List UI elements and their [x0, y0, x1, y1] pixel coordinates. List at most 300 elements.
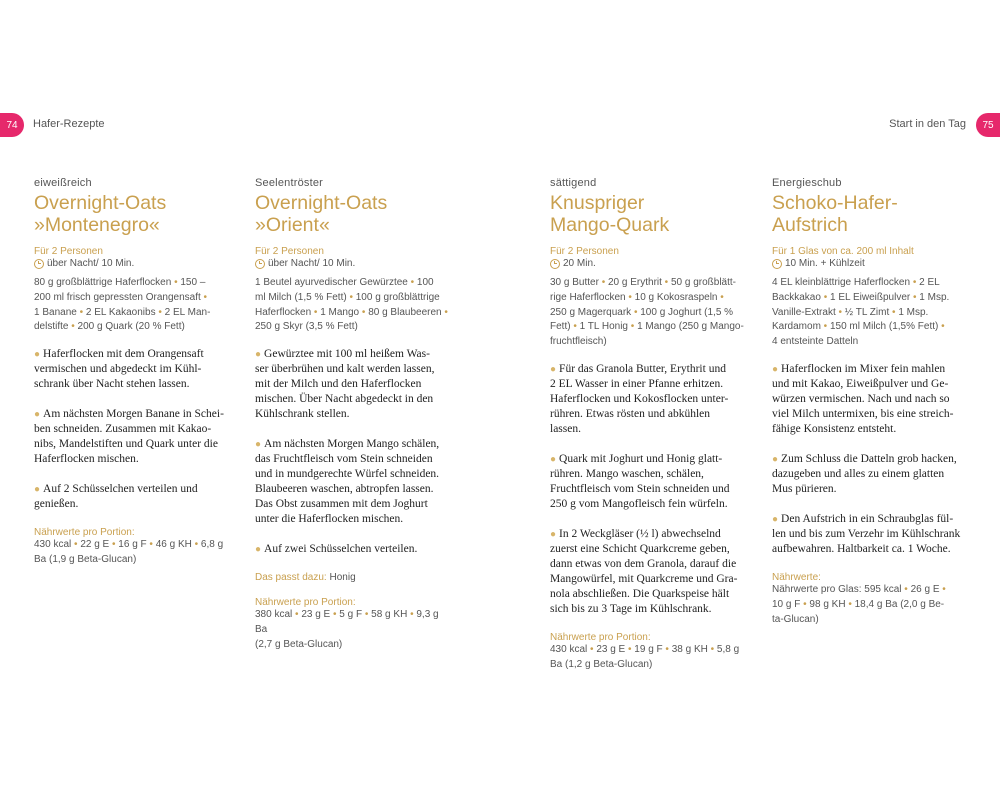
step-line — [255, 407, 450, 422]
step-paragraph — [34, 347, 224, 392]
bullet-dot-icon: ● — [772, 363, 779, 375]
step-list — [772, 362, 967, 557]
separator-dot: • — [109, 539, 119, 551]
step-line — [772, 452, 967, 467]
separator-dot: • — [910, 291, 920, 303]
nutrition-values — [772, 583, 967, 627]
text-fragment: Kardamom — [772, 321, 821, 333]
ingredient-line — [34, 276, 224, 291]
step-text: Das Obst zusammen mit dem Joghurt — [255, 498, 428, 511]
ingredient-line — [255, 320, 450, 335]
separator-dot: • — [71, 539, 81, 551]
text-fragment: 1 Mango (250 g Mango- — [637, 321, 744, 333]
ingredient-line — [255, 276, 450, 291]
text-fragment: 2 EL Man- — [164, 306, 211, 318]
step-line — [34, 452, 224, 467]
separator-dot: • — [441, 306, 448, 318]
serving-suggestion-value: Honig — [329, 572, 356, 584]
bullet-dot-icon: ● — [550, 363, 557, 375]
step-line — [772, 422, 967, 437]
text-fragment: 16 g F — [118, 539, 147, 551]
ingredient-line — [34, 291, 224, 306]
separator-dot: • — [717, 291, 724, 303]
running-head-right: Start in den Tag — [889, 118, 966, 130]
separator-dot: • — [707, 643, 717, 655]
text-fragment: 6,8 g — [200, 539, 224, 551]
step-text: Quark mit Joghurt und Honig glatt- — [559, 452, 723, 465]
step-line — [550, 362, 745, 377]
step-line — [550, 602, 745, 617]
separator-dot: • — [631, 306, 641, 318]
step-text: 2 EL Wasser in einer Pfanne erhitzen. — [550, 377, 724, 390]
step-line — [772, 467, 967, 482]
text-fragment: (2,7 g Beta-Glucan) — [255, 638, 343, 650]
step-line — [772, 392, 967, 407]
separator-dot: • — [889, 306, 899, 318]
step-text: nola abschließen. Die Quarkspeise hält — [550, 587, 730, 600]
step-paragraph — [34, 482, 224, 512]
ingredient-list — [772, 276, 967, 350]
clock-icon — [34, 259, 44, 269]
separator-dot: • — [628, 321, 638, 333]
recipe-time-text: 10 Min. + Kühlzeit — [785, 258, 865, 269]
bullet-dot-icon: ● — [34, 484, 41, 496]
step-text: Haferflocken im Mixer fein mahlen — [781, 362, 946, 375]
step-line — [34, 347, 224, 362]
step-line — [550, 587, 745, 602]
recipe-title-line: Overnight-Oats — [255, 192, 388, 214]
text-fragment: 23 g E — [596, 643, 626, 655]
separator-dot: • — [76, 306, 86, 318]
step-line — [772, 482, 967, 497]
separator-dot: • — [362, 609, 372, 621]
recipe-title-line: Aufstrich — [772, 214, 848, 236]
recipe-title-line: Knuspriger — [550, 192, 645, 214]
step-line — [255, 467, 450, 482]
step-text: das Fruchtfleisch vom Stein schneiden — [255, 453, 433, 466]
separator-dot: • — [171, 277, 181, 288]
nutrition-label: Nährwerte: — [772, 571, 821, 583]
recipe-time — [772, 258, 967, 269]
step-text: viel Milch untermixen, bis eine streich- — [772, 407, 954, 420]
text-fragment: Ba (1,9 g Beta-Glucan) — [34, 553, 137, 565]
step-line — [255, 542, 450, 557]
step-line — [550, 482, 745, 497]
recipe-title — [550, 192, 745, 236]
step-text: Gewürztee mit 100 ml heißem Was- — [264, 348, 430, 361]
text-fragment: 98 g KH — [809, 598, 846, 610]
text-fragment: 100 g Joghurt (1,5 % — [640, 306, 734, 318]
step-text: nibs, Mandelstiften und Quark unter die — [34, 438, 218, 451]
text-fragment: 20 g Erythrit — [607, 277, 662, 288]
bullet-dot-icon: ● — [772, 453, 779, 465]
nutrition-line — [34, 538, 224, 553]
recipe-time-text: über Nacht/ 10 Min. — [47, 258, 135, 269]
step-paragraph — [550, 362, 745, 437]
text-fragment: 22 g E — [80, 539, 110, 551]
text-fragment: 38 g KH — [671, 643, 708, 655]
text-fragment: Haferflocken — [255, 306, 312, 318]
step-paragraph — [772, 362, 967, 437]
ingredient-line — [34, 320, 224, 335]
step-text: aufbewahren. Haltbarkeit ca. 1 Woche. — [772, 542, 951, 555]
bullet-dot-icon: ● — [772, 513, 779, 525]
recipe-servings: Für 2 Personen — [550, 246, 619, 257]
separator-dot: • — [346, 291, 356, 303]
recipe-column — [34, 177, 224, 568]
text-fragment: 430 kcal — [34, 539, 72, 551]
step-line — [550, 542, 745, 557]
step-line — [550, 407, 745, 422]
nutrition-line — [772, 613, 967, 628]
ingredient-line — [255, 306, 450, 321]
bullet-dot-icon: ● — [550, 453, 557, 465]
text-fragment: 100 — [416, 277, 434, 288]
step-text: unter die Haferflocken mischen. — [255, 513, 404, 526]
text-fragment: 200 g Quark (20 % Fett) — [77, 321, 185, 333]
text-fragment: 1 Msp. — [919, 291, 950, 303]
separator-dot: • — [901, 583, 911, 595]
nutrition-values — [255, 608, 450, 652]
text-fragment: 4 EL kleinblättrige Haferflocken — [772, 277, 911, 288]
recipe-title-line: »Montenegro« — [34, 214, 160, 236]
step-line — [772, 512, 967, 527]
text-fragment: 250 g Magerquark — [550, 306, 632, 318]
recipe-category: eiweißreich — [34, 177, 92, 189]
step-text: lassen. — [550, 422, 581, 435]
text-fragment: 1 Beutel ayurvedischer Gewürztee — [255, 277, 408, 288]
step-text: Mus pürieren. — [772, 482, 837, 495]
ingredient-line — [772, 320, 967, 335]
step-line — [34, 437, 224, 452]
ingredient-line — [772, 335, 967, 350]
step-line — [255, 497, 450, 512]
step-line — [550, 392, 745, 407]
bullet-dot-icon: ● — [255, 544, 262, 556]
step-text: würzen vermischen. Nach und nach so — [772, 392, 950, 405]
separator-dot: • — [587, 643, 597, 655]
separator-dot: • — [845, 598, 855, 610]
step-line — [550, 572, 745, 587]
clock-icon — [550, 259, 560, 269]
nutrition-values — [550, 643, 745, 673]
separator-dot: • — [191, 539, 201, 551]
separator-dot: • — [910, 277, 920, 288]
step-line — [550, 557, 745, 572]
step-text: Zum Schluss die Datteln grob hacken, — [781, 452, 957, 465]
step-paragraph — [550, 452, 745, 512]
step-text: Fruchtfleisch vom Stein schneiden und — [550, 482, 730, 495]
separator-dot: • — [661, 277, 671, 288]
separator-dot: • — [598, 277, 608, 288]
step-text: Am nächsten Morgen Mango schälen, — [264, 438, 440, 451]
text-fragment: 1 EL Eiweißpulver — [829, 291, 911, 303]
page-number-left: 74 — [0, 113, 24, 137]
step-text: schrank über Nacht stehen lassen. — [34, 378, 190, 391]
step-list — [255, 347, 450, 557]
page-number-right: 75 — [976, 113, 1000, 137]
separator-dot: • — [146, 539, 156, 551]
text-fragment: 150 ml Milch (1,5% Fett) — [829, 321, 939, 333]
step-text: Mangowürfel, mit Quarkcreme und Gra- — [550, 572, 738, 585]
step-list — [550, 362, 745, 617]
step-line — [772, 407, 967, 422]
recipe-title-line: Mango-Quark — [550, 214, 670, 236]
recipe-title — [255, 192, 450, 236]
step-line — [255, 437, 450, 452]
step-text: rühren. Etwas rösten und abkühlen — [550, 407, 711, 420]
step-text: ser überbrühen und kalt werden lassen, — [255, 363, 435, 376]
step-line — [772, 527, 967, 542]
text-fragment: 58 g KH — [371, 609, 408, 621]
text-fragment: 150 – — [180, 277, 206, 288]
step-text: Haferflocken mit dem Orangensaft — [43, 348, 204, 361]
separator-dot: • — [359, 306, 369, 318]
step-paragraph — [255, 437, 450, 527]
step-line — [550, 527, 745, 542]
text-fragment: 18,4 g Ba (2,0 g Be- — [854, 598, 945, 610]
bullet-dot-icon: ● — [34, 349, 41, 361]
step-line — [34, 377, 224, 392]
bullet-dot-icon: ● — [255, 349, 262, 361]
text-fragment: Fett) — [550, 321, 571, 333]
text-fragment: 10 g F — [772, 598, 801, 610]
text-fragment: 1 TL Honig — [579, 321, 628, 333]
step-line — [34, 482, 224, 497]
text-fragment: 200 ml frisch gepressten Orangensaft — [34, 291, 201, 303]
step-text: mit der Milch und den Haferflocken — [255, 378, 422, 391]
bullet-dot-icon: ● — [550, 528, 557, 540]
text-fragment: ½ TL Zimt — [844, 306, 890, 318]
nutrition-line — [550, 643, 745, 658]
serving-suggestion — [255, 572, 450, 583]
recipe-time — [550, 258, 745, 269]
step-text: Haferflocken und Kokosflocken unter- — [550, 392, 729, 405]
recipe-column — [255, 177, 450, 653]
nutrition-line — [550, 658, 745, 673]
nutrition-line — [34, 553, 224, 568]
step-line — [772, 542, 967, 557]
separator-dot: • — [820, 321, 830, 333]
step-line — [550, 497, 745, 512]
text-fragment: 5,8 g — [716, 643, 740, 655]
step-line — [255, 347, 450, 362]
step-text: mischen. Über Nacht abgedeckt in den — [255, 393, 434, 406]
separator-dot: • — [662, 643, 672, 655]
separator-dot: • — [820, 291, 830, 303]
clock-icon — [772, 259, 782, 269]
text-fragment: 10 g Kokosraspeln — [634, 291, 718, 303]
recipe-category: Energieschub — [772, 177, 842, 189]
step-line — [255, 482, 450, 497]
step-line — [550, 452, 745, 467]
step-text: genießen. — [34, 498, 79, 511]
step-text: dann etwas von dem Granola, darauf die — [550, 557, 737, 570]
step-text: zuerst eine Schicht Quarkcreme geben, — [550, 542, 730, 555]
step-text: Haferflocken mischen. — [34, 453, 139, 466]
nutrition-label: Nährwerte pro Portion: — [550, 631, 651, 643]
separator-dot: • — [68, 321, 78, 333]
step-line — [255, 512, 450, 527]
text-fragment: 2 EL — [919, 277, 940, 288]
step-text: rühren. Mango waschen, schälen, — [550, 467, 704, 480]
recipe-title-line: Overnight-Oats — [34, 192, 167, 214]
recipe-category: Seelentröster — [255, 177, 324, 189]
separator-dot: • — [939, 583, 946, 595]
nutrition-line — [255, 638, 450, 653]
text-fragment: 250 g Skyr (3,5 % Fett) — [255, 321, 358, 333]
bullet-dot-icon: ● — [34, 409, 41, 421]
step-line — [772, 362, 967, 377]
separator-dot: • — [835, 306, 845, 318]
ingredient-line — [255, 291, 450, 306]
separator-dot: • — [800, 598, 810, 610]
text-fragment: Vanille-Extrakt — [772, 306, 836, 318]
text-fragment: rige Haferflocken — [550, 291, 626, 303]
step-line — [255, 452, 450, 467]
recipe-category: sättigend — [550, 177, 597, 189]
step-line — [772, 377, 967, 392]
separator-dot: • — [311, 306, 321, 318]
text-fragment: 1 Banane — [34, 306, 77, 318]
recipe-time-text: 20 Min. — [563, 258, 596, 269]
text-fragment: 23 g E — [301, 609, 331, 621]
step-line — [255, 392, 450, 407]
step-line — [34, 407, 224, 422]
separator-dot: • — [625, 291, 635, 303]
step-line — [34, 497, 224, 512]
step-text: dazugeben und alles zu einem glatten — [772, 467, 945, 480]
step-text: Auf zwei Schüsselchen verteilen. — [264, 543, 418, 556]
step-paragraph — [255, 542, 450, 557]
ingredient-line — [550, 306, 745, 321]
nutrition-line — [772, 583, 967, 598]
separator-dot: • — [200, 291, 208, 303]
step-text: Am nächsten Morgen Banane in Schei- — [43, 408, 224, 421]
recipe-servings: Für 2 Personen — [255, 246, 324, 257]
text-fragment: 1 Msp. — [898, 306, 929, 318]
recipe-title — [34, 192, 224, 236]
separator-dot: • — [407, 277, 417, 288]
nutrition-line — [255, 608, 450, 638]
ingredient-line — [772, 276, 967, 291]
nutrition-label: Nährwerte pro Portion: — [255, 597, 356, 609]
step-text: ben schneiden. Zusammen mit Kakao- — [34, 423, 212, 436]
recipe-time — [34, 258, 224, 269]
ingredient-line — [550, 320, 745, 335]
step-text: Den Aufstrich in ein Schraubglas fül- — [781, 512, 954, 525]
step-paragraph — [550, 527, 745, 617]
recipe-column — [550, 177, 745, 673]
text-fragment: ml Milch (1,5 % Fett) — [255, 291, 347, 303]
separator-dot: • — [625, 643, 635, 655]
separator-dot: • — [292, 609, 302, 621]
step-text: Kühlschrank stellen. — [255, 408, 350, 421]
step-text: Auf 2 Schüsselchen verteilen und — [43, 483, 198, 496]
text-fragment: 1 Mango — [320, 306, 360, 318]
step-text: und mit Kakao, Eiweißpulver und Ge- — [772, 377, 949, 390]
nutrition-label: Nährwerte pro Portion: — [34, 527, 135, 539]
nutrition-values — [34, 538, 224, 568]
text-fragment: Ba (1,2 g Beta-Glucan) — [550, 658, 653, 670]
step-paragraph — [34, 407, 224, 467]
separator-dot: • — [570, 321, 580, 333]
text-fragment: Nährwerte pro Glas: 595 kcal — [772, 583, 902, 595]
text-fragment: 30 g Butter — [550, 277, 599, 288]
text-fragment: ta-Glucan) — [772, 613, 819, 625]
separator-dot: • — [155, 306, 165, 318]
separator-dot: • — [407, 609, 417, 621]
step-line — [550, 467, 745, 482]
text-fragment: 380 kcal — [255, 609, 293, 621]
ingredient-list — [550, 276, 745, 350]
nutrition-line — [772, 598, 967, 613]
text-fragment: 430 kcal — [550, 643, 588, 655]
recipe-title-line: Schoko-Hafer- — [772, 192, 898, 214]
text-fragment: 46 g KH — [155, 539, 192, 551]
recipe-servings: Für 1 Glas von ca. 200 ml Inhalt — [772, 246, 914, 257]
step-paragraph — [772, 512, 967, 557]
step-text: len und bis zum Verzehr im Kühlschrank — [772, 527, 961, 540]
step-line — [34, 362, 224, 377]
step-line — [550, 377, 745, 392]
recipe-title-line: »Orient« — [255, 214, 330, 236]
step-text: vermischen und abgedeckt im Kühl- — [34, 363, 202, 376]
text-fragment: Backkakao — [772, 291, 821, 303]
step-text: In 2 Weckgläser (½ l) abwechselnd — [559, 527, 721, 540]
separator-dot: • — [938, 321, 945, 333]
text-fragment: 9,3 g Ba — [255, 609, 439, 635]
ingredient-list — [34, 276, 224, 335]
recipe-servings: Für 2 Personen — [34, 246, 103, 257]
step-text: 250 g vom Mangofleisch fein würfeln. — [550, 497, 728, 510]
serving-suggestion-label: Das passt dazu: — [255, 572, 327, 584]
text-fragment: fruchtfleisch) — [550, 336, 607, 348]
ingredient-line — [772, 291, 967, 306]
step-text: fähige Konsistenz entsteht. — [772, 422, 897, 435]
text-fragment: 2 EL Kakaonibs — [85, 306, 156, 318]
recipe-time-text: über Nacht/ 10 Min. — [268, 258, 356, 269]
recipe-time — [255, 258, 450, 269]
ingredient-line — [772, 306, 967, 321]
running-head-left: Hafer-Rezepte — [33, 118, 105, 130]
step-list — [34, 347, 224, 512]
ingredient-line — [550, 276, 745, 291]
text-fragment: 5 g F — [339, 609, 363, 621]
text-fragment: 100 g großblättrige — [355, 291, 440, 303]
step-paragraph — [255, 347, 450, 422]
step-text: und in mundgerechte Würfel schneiden. — [255, 468, 440, 481]
bullet-dot-icon: ● — [255, 439, 262, 451]
text-fragment: 19 g F — [634, 643, 663, 655]
text-fragment: 26 g E — [910, 583, 940, 595]
text-fragment: 4 entsteinte Datteln — [772, 336, 859, 348]
text-fragment: 80 g Blaubeeren — [368, 306, 442, 318]
step-line — [255, 362, 450, 377]
step-text: Für das Granola Butter, Erythrit und — [559, 362, 726, 375]
step-line — [550, 422, 745, 437]
ingredient-line — [550, 335, 745, 350]
step-line — [255, 377, 450, 392]
text-fragment: 50 g großblätt- — [670, 277, 737, 288]
step-paragraph — [772, 452, 967, 497]
step-text: sich bis zu 3 Tage im Kühlschrank. — [550, 602, 712, 615]
ingredient-line — [550, 291, 745, 306]
ingredient-line — [34, 306, 224, 321]
ingredient-list — [255, 276, 450, 335]
recipe-column — [772, 177, 967, 627]
step-text: Blaubeeren waschen, abtropfen lassen. — [255, 483, 434, 496]
